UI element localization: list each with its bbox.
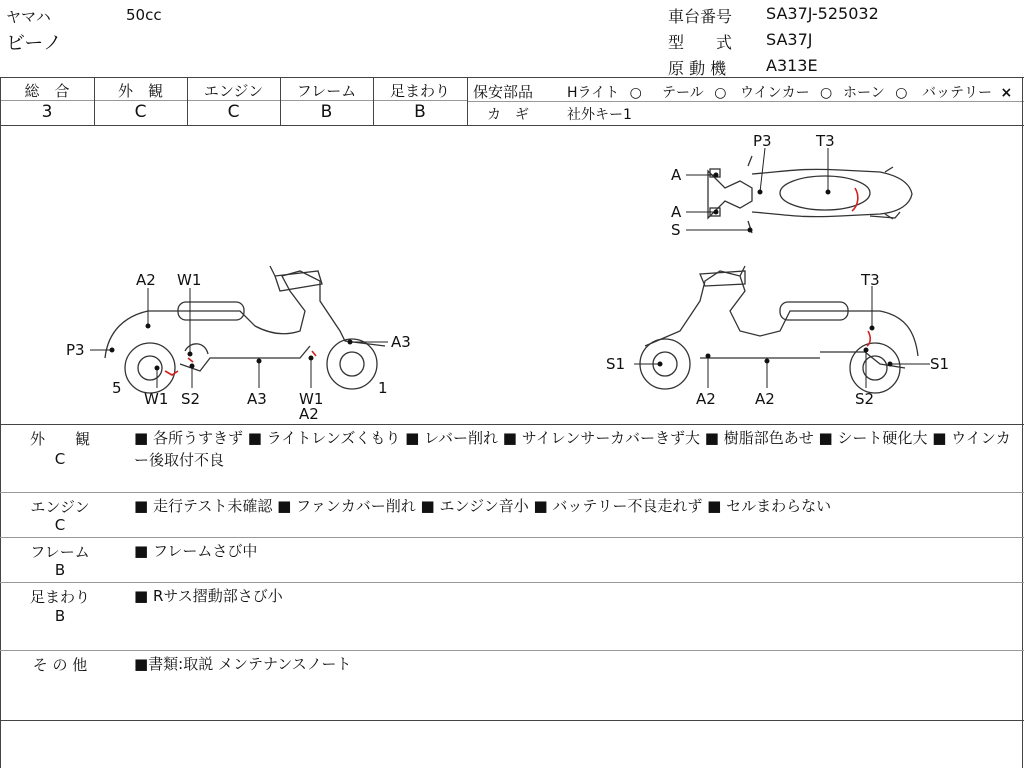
type-label: 型 式: [668, 33, 733, 52]
diagram-label: 5: [112, 379, 122, 397]
damage-marks: [165, 188, 870, 375]
grade-suspension-label: 足まわり: [389, 82, 450, 100]
diagram-label: S: [671, 221, 681, 239]
damage-mark: [188, 358, 193, 362]
safety-item-name: ホーン: [843, 85, 885, 101]
grade-overall-value: 3: [41, 102, 53, 122]
frame-no-label: 車台番号: [668, 7, 733, 26]
damage-mark: [165, 371, 178, 375]
safety-item-name: バッテリー: [922, 85, 992, 101]
safety-label: 保安部品: [473, 83, 534, 101]
safety-item-battery: [922, 82, 1012, 102]
section-text: ■ 各所うすきず ■ ライトレンズくもり ■ レバー削れ ■ サイレンサーカバーきず大 ■ 樹脂部色あせ ■ シート硬化大 ■ ウインカー後取付不良: [134, 429, 1011, 469]
safety-item-mark: ○: [714, 85, 727, 101]
diagram-label: A3: [247, 390, 267, 408]
safety-item-name: テール: [662, 85, 704, 101]
grade-exterior-label: 外 観: [117, 82, 163, 100]
grade-exterior-value: C: [134, 102, 147, 122]
divider: [0, 582, 1024, 583]
diagram-label: S1: [930, 355, 950, 373]
divider: [1022, 77, 1023, 768]
diagram-label: A2: [696, 390, 716, 408]
diagram-label: A: [671, 166, 682, 184]
divider: [0, 492, 1024, 493]
section-title: そ の 他: [32, 656, 88, 674]
model-name: ビーノ: [6, 32, 62, 54]
damage-mark: [852, 188, 858, 211]
safety-item-mark: ×: [1000, 85, 1013, 101]
diagram-label: W1: [299, 390, 324, 408]
divider: [0, 424, 1024, 425]
key-value: 社外キー1: [567, 107, 632, 123]
displacement: 50cc: [126, 6, 162, 24]
grade-overall-label: 総 合: [24, 82, 70, 100]
diagram-label: S2: [855, 390, 875, 408]
section-grade: C: [54, 516, 66, 534]
diagram-label: S2: [181, 390, 201, 408]
damage-mark: [312, 351, 316, 356]
section-text: ■ 走行テスト未確認 ■ ファンカバー削れ ■ エンジン音小 ■ バッテリー不良走れず ■ セルまわらない: [134, 497, 832, 515]
safety-item-horn: [843, 82, 907, 102]
section-grade: B: [54, 607, 66, 625]
maker: ヤマハ: [6, 8, 51, 26]
diagram-label: W1: [177, 271, 202, 289]
diagram-label: S1: [606, 355, 626, 373]
diagram-label: 1: [378, 379, 388, 397]
diagram-label: A2: [755, 390, 775, 408]
leader-dots: [110, 173, 893, 371]
diagram-label: A: [671, 203, 682, 221]
key-label: カ ギ: [487, 107, 529, 123]
section-text: ■ Rサス摺動部さび小: [134, 587, 283, 605]
type-value: SA37J: [766, 30, 813, 49]
section-text: ■ フレームさび中: [134, 542, 258, 560]
engine-model-value: A313E: [766, 56, 818, 75]
section-title: 外 観: [29, 430, 90, 448]
divider: [0, 77, 1024, 78]
section-title: フレーム: [30, 543, 90, 561]
divider: [0, 537, 1024, 538]
frame-no-value: SA37J-525032: [766, 4, 879, 23]
safety-item-winker: [740, 82, 832, 102]
diagram-label: P3: [753, 132, 772, 150]
safety-item-name: ウインカー: [740, 85, 810, 101]
diagram-label: A2: [299, 405, 319, 423]
leader-lines: [90, 148, 930, 388]
grade-engine-label: エンジン: [203, 82, 264, 100]
section-grade: C: [54, 450, 66, 468]
section-text: ■書類:取説 メンテナンスノート: [134, 655, 352, 673]
section-title: 足まわり: [29, 588, 90, 606]
safety-item-mark: ○: [629, 85, 642, 101]
diagram-label: T3: [816, 132, 835, 150]
section-title: エンジン: [30, 498, 90, 516]
grade-frame-label: フレーム: [296, 82, 357, 100]
grade-suspension-value: B: [414, 102, 426, 122]
diagram-label: A3: [391, 333, 411, 351]
divider: [0, 720, 1024, 721]
divider: [467, 77, 468, 125]
diagram-label: P3: [66, 341, 85, 359]
divider: [0, 650, 1024, 651]
safety-item-headlight: [567, 82, 642, 102]
safety-item-tail: [662, 82, 726, 102]
engine-model-label: 原 動 機: [668, 59, 727, 78]
grade-frame-value: B: [320, 102, 333, 122]
diagram-label: T3: [861, 271, 880, 289]
section-grade: B: [54, 561, 66, 579]
safety-item-name: Hライト: [567, 85, 620, 101]
diagram-label: W1: [144, 390, 169, 408]
safety-item-mark: ○: [895, 85, 908, 101]
scooter-top-view: [708, 156, 912, 233]
diagram-label: A2: [136, 271, 156, 289]
grade-engine-value: C: [227, 102, 240, 122]
safety-item-mark: ○: [820, 85, 833, 101]
damage-diagram: [0, 126, 1022, 424]
